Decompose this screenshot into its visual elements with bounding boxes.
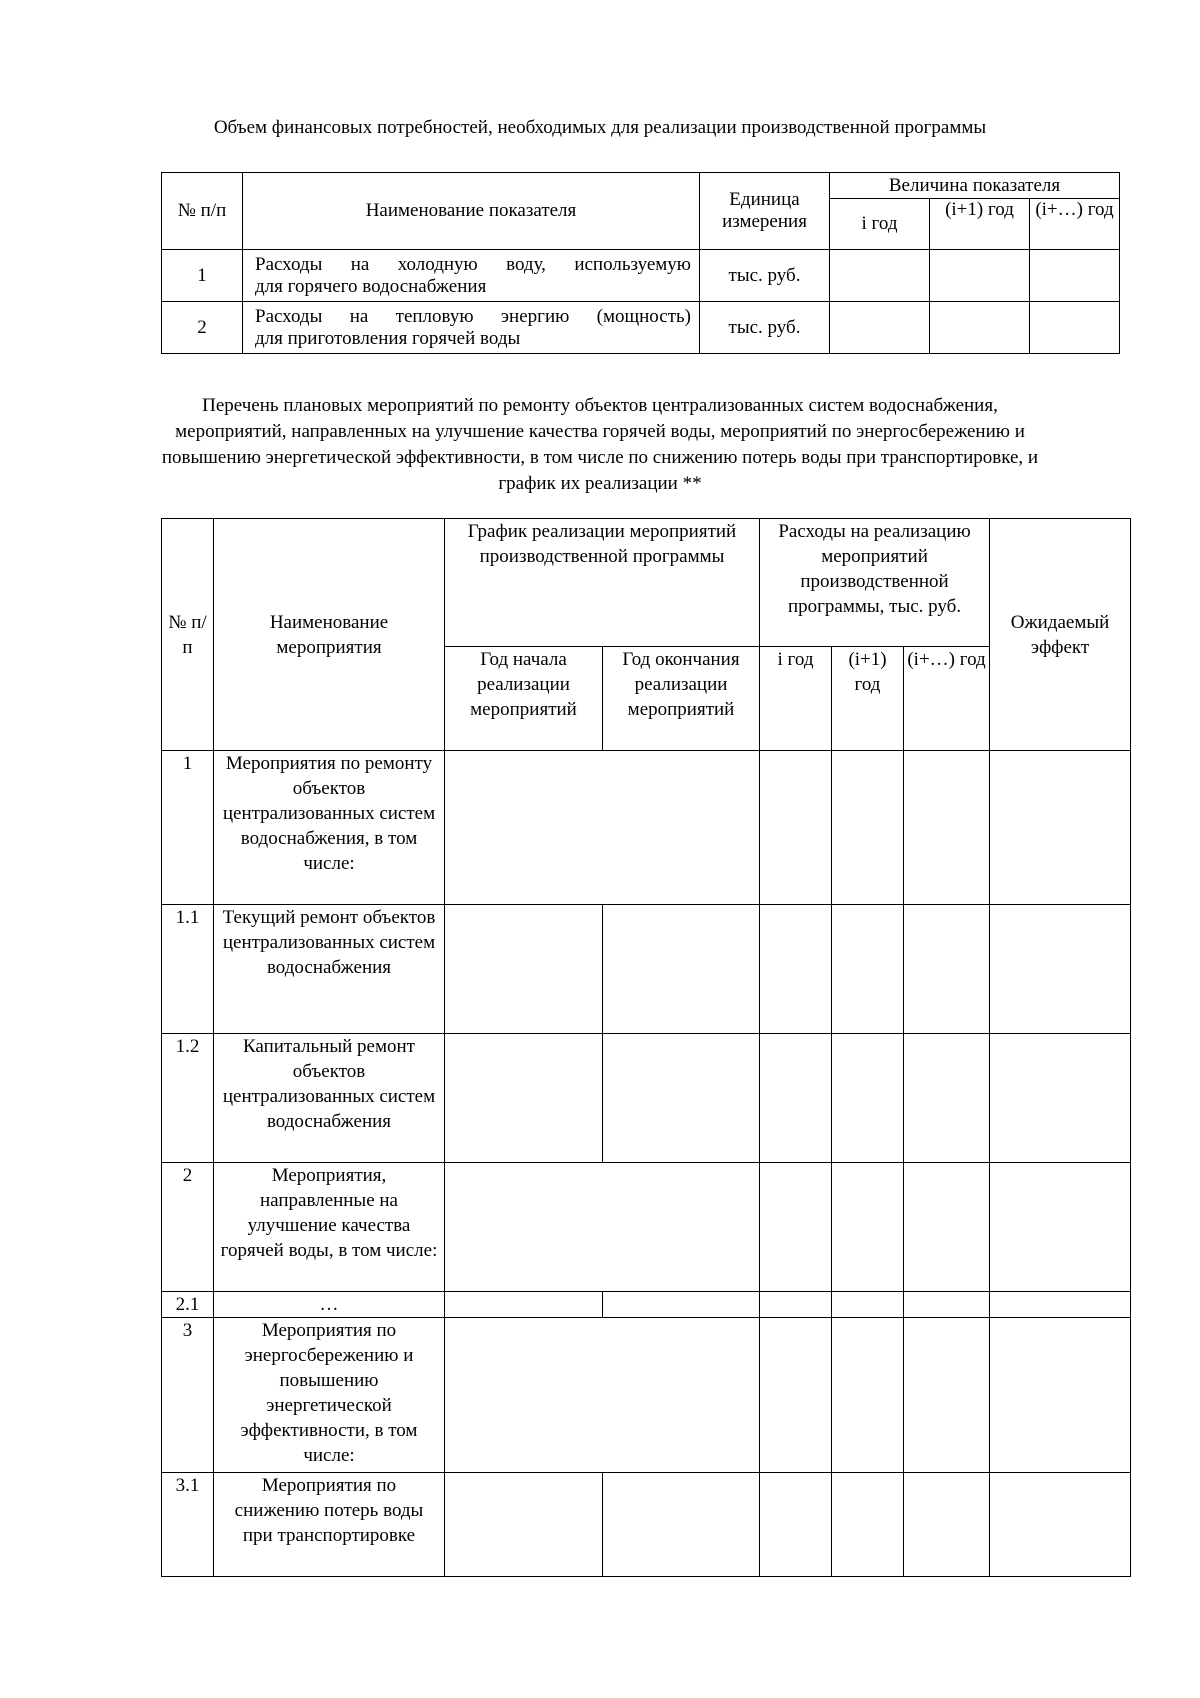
table-row — [162, 1163, 1131, 1292]
row-value-cell — [1030, 302, 1120, 354]
row-num: 2 — [162, 1163, 214, 1292]
row-cost-cell — [760, 1473, 832, 1577]
planned-activities-table — [161, 518, 1131, 1577]
header-year-i: i год — [760, 647, 832, 751]
row-effect-cell — [990, 751, 1131, 905]
header-year-in: (i+…) год — [904, 647, 990, 751]
table-row — [162, 1318, 1131, 1473]
row-cost-cell — [760, 751, 832, 905]
header-indicator-value: Величина показателя — [830, 173, 1120, 199]
financial-needs-title: Объем финансовых потребностей, необходимых для реализации производственной программы — [213, 117, 987, 138]
row-effect-cell — [990, 1318, 1131, 1473]
header-year-i1: (i+1) год — [832, 647, 904, 751]
table-row — [162, 751, 1131, 905]
row-cost-cell — [832, 1292, 904, 1318]
header-num: № п/п — [162, 173, 243, 250]
row-name-line: для горячего водоснабжения — [255, 275, 487, 297]
row-cost-cell — [832, 1163, 904, 1292]
row-activity-name: Капитальный ремонт объектов централизованных систем водоснабжения — [214, 1034, 445, 1163]
table-row — [162, 250, 1120, 302]
row-name-line: для приготовления горячей воды — [255, 327, 521, 349]
row-num: 1.1 — [162, 905, 214, 1034]
row-cost-cell — [832, 1318, 904, 1473]
row-num: 1.2 — [162, 1034, 214, 1163]
header-year-in: (i+…) год — [1030, 199, 1120, 250]
row-cost-cell — [904, 1163, 990, 1292]
row-cost-cell — [760, 1034, 832, 1163]
header-year-i: i год — [830, 199, 930, 250]
row-indicator-name — [243, 250, 700, 302]
header-costs: Расходы на реализацию мероприятий производственной программы, тыс. руб. — [760, 519, 990, 647]
row-cost-cell — [760, 905, 832, 1034]
row-schedule-merged — [445, 1318, 760, 1473]
row-start-year-cell — [445, 1034, 603, 1163]
row-schedule-merged — [445, 751, 760, 905]
header-expected-effect: Ожидаемый эффект — [990, 519, 1131, 751]
header-end-year: Год окончания реализации мероприятий — [603, 647, 760, 751]
row-end-year-cell — [603, 1292, 760, 1318]
row-activity-name: Мероприятия по ремонту объектов централизованных систем водоснабжения, в том числе: — [214, 751, 445, 905]
row-start-year-cell — [445, 1292, 603, 1318]
row-unit: тыс. руб. — [700, 302, 830, 354]
row-cost-cell — [904, 1292, 990, 1318]
row-name-line: Расходы на холодную воду, используемую — [255, 253, 691, 275]
row-name-line: Расходы на тепловую энергию (мощность) — [255, 305, 691, 327]
header-num: № п/п — [162, 519, 214, 751]
row-start-year-cell — [445, 1473, 603, 1577]
row-num: 3.1 — [162, 1473, 214, 1577]
row-cost-cell — [904, 1473, 990, 1577]
row-cost-cell — [760, 1292, 832, 1318]
row-effect-cell — [990, 1473, 1131, 1577]
row-value-cell — [930, 302, 1030, 354]
table-row — [162, 905, 1131, 1034]
row-cost-cell — [904, 751, 990, 905]
header-schedule: График реализации мероприятий производственной программы — [445, 519, 760, 647]
table-row — [162, 1034, 1131, 1163]
row-end-year-cell — [603, 1473, 760, 1577]
row-end-year-cell — [603, 1034, 760, 1163]
header-unit: Единица измерения — [700, 173, 830, 250]
header-indicator-name: Наименование показателя — [243, 173, 700, 250]
header-activity-name: Наименование мероприятия — [214, 519, 445, 751]
row-unit: тыс. руб. — [700, 250, 830, 302]
row-num: 2.1 — [162, 1292, 214, 1318]
row-end-year-cell — [603, 905, 760, 1034]
row-num: 1 — [162, 250, 243, 302]
row-num: 1 — [162, 751, 214, 905]
row-effect-cell — [990, 1292, 1131, 1318]
row-effect-cell — [990, 1163, 1131, 1292]
row-value-cell — [930, 250, 1030, 302]
row-value-cell — [830, 250, 930, 302]
row-activity-name: Мероприятия по энергосбережению и повышению энергетической эффективности, в том числе: — [214, 1318, 445, 1473]
row-activity-name: Мероприятия по снижению потерь воды при транспортировке — [214, 1473, 445, 1577]
row-cost-cell — [832, 1473, 904, 1577]
row-cost-cell — [760, 1318, 832, 1473]
row-cost-cell — [904, 1318, 990, 1473]
row-activity-name: Текущий ремонт объектов централизованных систем водоснабжения — [214, 905, 445, 1034]
row-cost-cell — [904, 1034, 990, 1163]
row-value-cell — [830, 302, 930, 354]
row-cost-cell — [760, 1163, 832, 1292]
row-effect-cell — [990, 1034, 1131, 1163]
row-schedule-merged — [445, 1163, 760, 1292]
row-cost-cell — [904, 905, 990, 1034]
row-cost-cell — [832, 751, 904, 905]
row-num: 3 — [162, 1318, 214, 1473]
table-row — [162, 302, 1120, 354]
row-value-cell — [1030, 250, 1120, 302]
header-start-year: Год начала реализации мероприятий — [445, 647, 603, 751]
row-effect-cell — [990, 905, 1131, 1034]
row-start-year-cell — [445, 905, 603, 1034]
row-cost-cell — [832, 905, 904, 1034]
row-cost-cell — [832, 1034, 904, 1163]
row-activity-name: … — [214, 1292, 445, 1318]
row-num: 2 — [162, 302, 243, 354]
planned-activities-title: Перечень плановых мероприятий по ремонту объектов централизованных систем водоснабжения, мероприятий, направленных на улучшение качества горячей воды, мероприятий по энергосбережению и повышению энергетической эффективности, в том числе по снижению потерь воды при транспортировке, и график их реализации ** — [161, 395, 1039, 494]
table-row — [162, 1292, 1131, 1318]
header-year-i1: (i+1) год — [930, 199, 1030, 250]
row-indicator-name — [243, 302, 700, 354]
row-activity-name: Мероприятия, направленные на улучшение качества горячей воды, в том числе: — [214, 1163, 445, 1292]
table-row — [162, 1473, 1131, 1577]
financial-needs-table — [161, 172, 1120, 354]
